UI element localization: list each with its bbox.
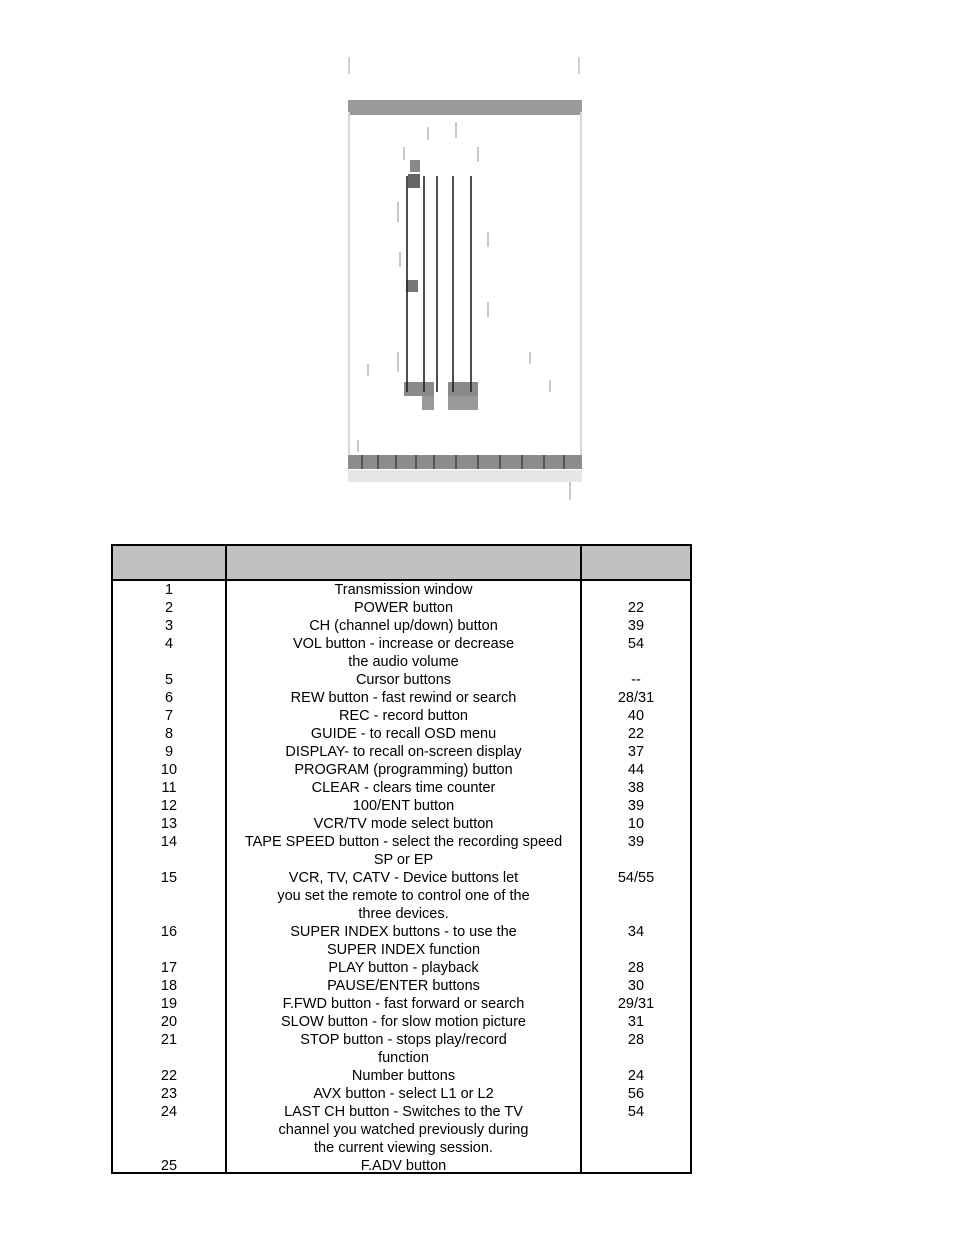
- row-page: [582, 1013, 690, 1031]
- description-line: VCR, TV, CATV - Device buttons let: [288, 870, 519, 886]
- description-line: REW button - fast rewind or search: [290, 690, 517, 706]
- row-description: [227, 689, 580, 707]
- row-description: [227, 635, 580, 671]
- row-page: [582, 779, 690, 797]
- row-page: [582, 671, 690, 689]
- row-number: [113, 1157, 225, 1175]
- description-line: LAST CH button - Switches to the TV: [284, 1104, 523, 1120]
- row-page: [582, 1103, 690, 1121]
- row-page: [582, 599, 690, 617]
- row-page-text: 38: [627, 780, 645, 796]
- row-description: [227, 797, 580, 815]
- row-page-text: 28/31: [617, 690, 655, 706]
- row-description: [227, 599, 580, 617]
- row-page-text: 31: [627, 1014, 645, 1030]
- row-page: [582, 815, 690, 833]
- row-number-text: 18: [160, 978, 178, 994]
- description-line: GUIDE - to recall OSD menu: [310, 726, 497, 742]
- row-description: [227, 761, 580, 779]
- row-description: [227, 743, 580, 761]
- row-number: [113, 617, 225, 635]
- description-line: DISPLAY- to recall on-screen display: [285, 744, 522, 760]
- description-line: F.FWD button - fast forward or search: [282, 996, 525, 1012]
- row-number: [113, 869, 225, 887]
- row-description: [227, 815, 580, 833]
- row-number-text: 16: [160, 924, 178, 940]
- row-number: [113, 923, 225, 941]
- row-number-text: 2: [164, 600, 174, 616]
- row-page-text: --: [631, 672, 641, 688]
- description-line: TAPE SPEED button - select the recording speed: [244, 834, 563, 850]
- row-number: [113, 815, 225, 833]
- row-number-text: 6: [164, 690, 174, 706]
- description-line: SLOW button - for slow motion picture: [281, 1014, 526, 1030]
- description-line: VCR/TV mode select button: [313, 816, 494, 832]
- row-number-text: 7: [164, 708, 174, 724]
- row-description: [227, 581, 580, 599]
- row-page-text: 44: [627, 762, 645, 778]
- row-page: [582, 725, 690, 743]
- description-line: Transmission window: [334, 582, 473, 598]
- row-number: [113, 707, 225, 725]
- row-number-text: 13: [160, 816, 178, 832]
- row-description: [227, 977, 580, 995]
- row-description: [227, 1067, 580, 1085]
- row-page-text: 30: [627, 978, 645, 994]
- row-page: [582, 1031, 690, 1049]
- row-page: [582, 869, 690, 887]
- row-page-text: 22: [627, 726, 645, 742]
- table-header-row: [113, 546, 690, 581]
- row-number: [113, 599, 225, 617]
- row-number-text: 10: [160, 762, 178, 778]
- row-description: [227, 671, 580, 689]
- row-number-text: 20: [160, 1014, 178, 1030]
- row-page: [582, 797, 690, 815]
- row-number: [113, 977, 225, 995]
- row-number: [113, 761, 225, 779]
- row-description: [227, 923, 580, 959]
- description-line: REC - record button: [339, 708, 468, 724]
- row-number: [113, 797, 225, 815]
- row-number: [113, 581, 225, 599]
- row-page: [582, 833, 690, 851]
- row-number-text: 11: [161, 780, 177, 796]
- row-number: [113, 1013, 225, 1031]
- row-number: [113, 671, 225, 689]
- row-number-text: 17: [160, 960, 178, 976]
- row-number-text: 22: [160, 1068, 178, 1084]
- row-page-text: 54: [627, 1104, 645, 1120]
- button-reference-table: [111, 544, 692, 1174]
- row-page: [582, 743, 690, 761]
- description-line: three devices.: [358, 906, 449, 922]
- description-line: the audio volume: [348, 654, 459, 670]
- row-page-text: 29/31: [617, 996, 655, 1012]
- remote-figure-specks: [358, 122, 570, 500]
- row-description: [227, 995, 580, 1013]
- row-number-text: 21: [160, 1032, 178, 1048]
- row-page-text: 22: [627, 600, 645, 616]
- row-number: [113, 1103, 225, 1121]
- row-page: [582, 977, 690, 995]
- row-number: [113, 1085, 225, 1103]
- row-page: [582, 923, 690, 941]
- row-page-text: 10: [627, 816, 645, 832]
- row-number: [113, 995, 225, 1013]
- row-description: [227, 617, 580, 635]
- row-page-text: 37: [627, 744, 645, 760]
- row-description: [227, 779, 580, 797]
- row-page-text: [582, 581, 690, 599]
- description-line: Cursor buttons: [355, 672, 452, 688]
- row-page-text: 28: [627, 960, 645, 976]
- row-page: [582, 761, 690, 779]
- row-page: [582, 581, 690, 599]
- description-line: PLAY button - playback: [328, 960, 479, 976]
- row-number: [113, 689, 225, 707]
- row-page-text: 54/55: [617, 870, 655, 886]
- description-line: 100/ENT button: [352, 798, 455, 814]
- row-number: [113, 1067, 225, 1085]
- remote-figure-buttons: [404, 160, 478, 410]
- remote-figure-shadow: [348, 470, 582, 482]
- row-number-text: 3: [164, 618, 174, 634]
- row-description: [227, 1013, 580, 1031]
- row-description: [227, 1103, 580, 1157]
- row-description: [227, 869, 580, 923]
- description-line: SP or EP: [373, 852, 434, 868]
- row-page: [582, 635, 690, 653]
- row-description: [227, 1085, 580, 1103]
- row-page: [582, 689, 690, 707]
- row-number-text: 14: [160, 834, 178, 850]
- row-page-text: 56: [627, 1086, 645, 1102]
- description-line: POWER button: [353, 600, 454, 616]
- row-page-text: 28: [627, 1032, 645, 1048]
- row-number: [113, 1031, 225, 1049]
- description-line: AVX button - select L1 or L2: [313, 1086, 494, 1102]
- row-description: [227, 959, 580, 977]
- description-line: channel you watched previously during: [278, 1122, 529, 1138]
- row-page-text: 24: [627, 1068, 645, 1084]
- row-page: [582, 1157, 690, 1175]
- row-page: [582, 1085, 690, 1103]
- row-page: [582, 995, 690, 1013]
- row-number-text: 9: [164, 744, 174, 760]
- description-line: function: [378, 1050, 429, 1066]
- description-line: STOP button - stops play/record: [300, 1032, 507, 1048]
- row-number-text: 5: [164, 672, 174, 688]
- row-number-text: 25: [160, 1158, 178, 1174]
- row-page-text: 54: [627, 636, 645, 652]
- row-page-text: 34: [627, 924, 645, 940]
- row-number: [113, 743, 225, 761]
- row-number: [113, 635, 225, 653]
- row-page: [582, 1067, 690, 1085]
- description-line: F.ADV button: [360, 1158, 447, 1174]
- row-number: [113, 959, 225, 977]
- row-number-text: 12: [160, 798, 178, 814]
- row-page: [582, 617, 690, 635]
- description-line: VOL button - increase or decrease: [292, 636, 515, 652]
- row-number-text: 8: [164, 726, 174, 742]
- row-page-text: 40: [627, 708, 645, 724]
- row-description: [227, 833, 580, 869]
- row-description: [227, 707, 580, 725]
- row-description: [227, 725, 580, 743]
- description-line: the current viewing session.: [314, 1140, 493, 1156]
- description-line: CH (channel up/down) button: [309, 618, 498, 634]
- row-description: [227, 1031, 580, 1067]
- row-number-text: 19: [160, 996, 178, 1012]
- row-number: [113, 833, 225, 851]
- row-description: [227, 1157, 580, 1175]
- description-line: SUPER INDEX function: [326, 942, 481, 958]
- row-page-text: 39: [627, 618, 645, 634]
- row-page-text: 39: [627, 834, 645, 850]
- row-page: [582, 707, 690, 725]
- description-line: PROGRAM (programming) button: [294, 762, 513, 778]
- row-page-text: 39: [627, 798, 645, 814]
- remote-figure-bottom-band: [348, 455, 582, 469]
- row-number-text: 24: [160, 1104, 178, 1120]
- description-line: SUPER INDEX buttons - to use the: [290, 924, 517, 940]
- description-line: you set the remote to control one of the: [277, 888, 530, 904]
- description-line: Number buttons: [351, 1068, 456, 1084]
- row-page-text: [582, 1157, 690, 1175]
- row-number: [113, 779, 225, 797]
- remote-control-figure: [338, 52, 588, 502]
- description-line: PAUSE/ENTER buttons: [327, 978, 480, 994]
- row-number-text: 15: [160, 870, 178, 886]
- row-page: [582, 959, 690, 977]
- row-number-text: 1: [164, 582, 174, 598]
- row-number-text: 4: [164, 636, 174, 652]
- description-line: CLEAR - clears time counter: [311, 780, 496, 796]
- row-number: [113, 725, 225, 743]
- row-number-text: 23: [160, 1086, 178, 1102]
